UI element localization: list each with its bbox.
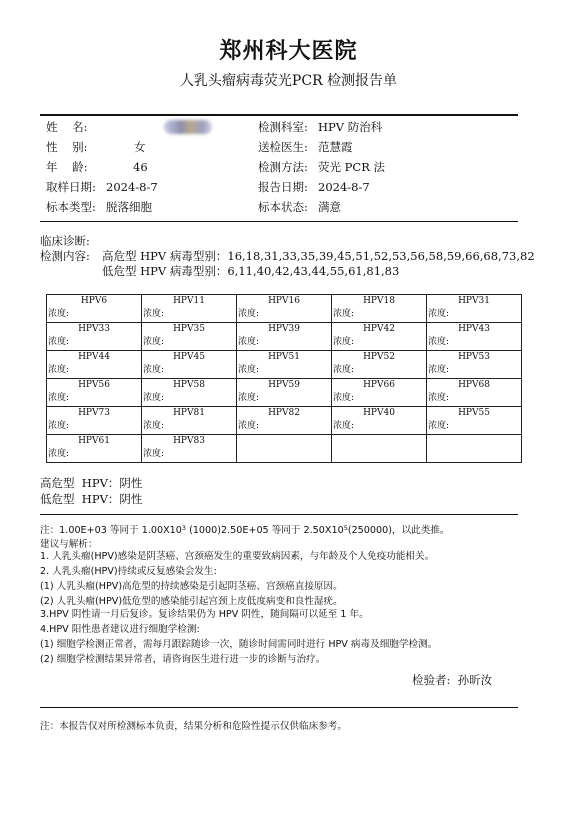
concentration-label: 浓度:	[238, 421, 260, 431]
hpv-type-label: HPV40	[363, 408, 395, 418]
hpv-type-label: HPV56	[78, 380, 110, 390]
high-risk-result: 高危型 HPV：阴性	[40, 476, 143, 490]
concentration-label: 浓度:	[333, 337, 355, 347]
hpv-cell	[47, 351, 142, 379]
hpv-type-label: HPV6	[80, 296, 108, 306]
advice-line: 1. 人乳头瘤(HPV)感染是阴茎癌、宫颈癌发生的重要致病因素，与年龄及个人免疫功能相关。	[40, 551, 435, 562]
report-title: 人乳头瘤病毒荧光PCR 检测报告单	[179, 73, 398, 89]
hpv-cell	[237, 323, 332, 351]
hpv-type-label: HPV45	[173, 352, 205, 362]
concentration-label: 浓度:	[333, 421, 355, 431]
concentration-label: 浓度:	[48, 337, 70, 347]
hpv-type-label: HPV59	[268, 380, 300, 390]
sample-type-value: 脱落细胞	[106, 200, 152, 214]
concentration-label: 浓度:	[48, 393, 70, 403]
info-row-age	[46, 157, 516, 177]
hpv-cell	[142, 351, 237, 379]
info-row-sex	[46, 137, 516, 157]
hpv-table-row	[47, 323, 522, 351]
concentration-label: 浓度:	[48, 309, 70, 319]
clinical-diagnosis-label: 临床诊断:	[40, 234, 90, 248]
hpv-type-label: HPV43	[458, 324, 490, 334]
low-risk-types: 低危型 HPV 病毒型别：6,11,40,42,43,44,55,61,81,83	[102, 264, 400, 278]
concentration-label: 浓度:	[143, 337, 165, 347]
hpv-cell	[332, 407, 427, 435]
concentration-label: 浓度:	[143, 449, 165, 459]
name-label: 姓 名:	[46, 120, 88, 134]
sex-value: 女	[134, 140, 146, 154]
hpv-type-label: HPV82	[268, 408, 300, 418]
hpv-type-table	[46, 294, 522, 463]
method-value: 荧光 PCR 法	[318, 160, 386, 174]
hpv-cell	[332, 379, 427, 407]
info-divider	[40, 221, 518, 222]
hpv-type-label: HPV68	[458, 380, 490, 390]
concentration-label: 浓度:	[333, 365, 355, 375]
hpv-table-row	[47, 435, 522, 463]
concentration-label: 浓度:	[428, 365, 450, 375]
hpv-cell	[47, 407, 142, 435]
concentration-label: 浓度:	[428, 393, 450, 403]
hpv-cell	[142, 407, 237, 435]
hpv-cell	[332, 295, 427, 323]
hpv-type-label: HPV51	[268, 352, 300, 362]
advice-line: (1) 细胞学检测正常者，需每月跟踪随诊一次，随诊时间需同时进行 HPV 病毒及细胞学检测。	[40, 639, 438, 650]
concentration-label: 浓度:	[143, 365, 165, 375]
sample-date-label: 取样日期:	[46, 180, 96, 194]
hpv-cell	[47, 295, 142, 323]
advice-line: (2) 细胞学检测结果异常者，请咨询医生进行进一步的诊断与治疗。	[40, 654, 326, 665]
sample-state-label: 标本状态:	[258, 200, 308, 214]
hpv-table-row	[47, 379, 522, 407]
advice-line: 4.HPV 阳性患者建议进行细胞学检测:	[40, 624, 200, 635]
hpv-type-label: HPV39	[268, 324, 300, 334]
footer-divider	[40, 707, 518, 708]
sample-state-value: 满意	[318, 200, 341, 214]
concentration-label: 浓度:	[48, 421, 70, 431]
advice-line: (1) 人乳头瘤(HPV)高危型的持续感染是引起阴茎癌、宫颈癌直接原因。	[40, 581, 343, 592]
report-date-label: 报告日期:	[258, 180, 308, 194]
hpv-type-label: HPV52	[363, 352, 395, 362]
hpv-cell	[142, 295, 237, 323]
hpv-cell	[47, 379, 142, 407]
hpv-cell	[142, 323, 237, 351]
dept-label: 检测科室:	[258, 120, 308, 134]
concentration-label: 浓度:	[238, 365, 260, 375]
hpv-cell	[237, 351, 332, 379]
hpv-type-label: HPV18	[363, 296, 395, 306]
concentration-label: 浓度:	[333, 309, 355, 319]
hpv-cell	[237, 435, 332, 463]
hpv-cell	[237, 407, 332, 435]
examiner-signature: 检验者: 孙昕汝	[412, 673, 493, 687]
hpv-cell	[47, 435, 142, 463]
sample-type-label: 标本类型:	[46, 200, 96, 214]
doctor-label: 送检医生:	[258, 140, 308, 154]
hpv-table-row	[47, 407, 522, 435]
hospital-name: 郑州科大医院	[219, 39, 358, 64]
advice-line: 3.HPV 阴性请一月后复诊。复诊结果仍为 HPV 阴性，随间隔可以延至 1 年。	[40, 609, 369, 620]
hpv-type-label: HPV44	[78, 352, 110, 362]
hpv-cell	[427, 379, 522, 407]
unit-note-suffix: (250000)，以此类推。	[347, 525, 450, 536]
hpv-type-label: HPV35	[173, 324, 205, 334]
hpv-type-label: HPV33	[78, 324, 110, 334]
unit-note	[40, 521, 450, 538]
hpv-cell	[237, 379, 332, 407]
hpv-type-label: HPV16	[268, 296, 300, 306]
hpv-cell	[427, 435, 522, 463]
concentration-label: 浓度:	[143, 421, 165, 431]
concentration-label: 浓度:	[143, 309, 165, 319]
concentration-label: 浓度:	[333, 393, 355, 403]
hpv-type-label: HPV83	[173, 436, 205, 446]
concentration-label: 浓度:	[428, 337, 450, 347]
result-divider	[40, 514, 518, 515]
hpv-type-label: HPV55	[458, 408, 490, 418]
hpv-type-label: HPV31	[458, 296, 490, 306]
hpv-type-label: HPV61	[78, 436, 110, 446]
high-risk-types: 高危型 HPV 病毒型别：16,18,31,33,35,39,45,51,52,53,56,58,59,66,68,73,82	[102, 249, 535, 263]
hpv-cell	[142, 435, 237, 463]
hpv-cell	[142, 379, 237, 407]
hpv-type-label: HPV42	[363, 324, 395, 334]
hpv-cell	[427, 351, 522, 379]
hpv-type-label: HPV73	[78, 408, 110, 418]
advice-title: 建议与解析：	[40, 539, 98, 550]
test-content-label: 检测内容:	[40, 249, 90, 263]
hpv-cell	[427, 295, 522, 323]
hpv-type-label: HPV58	[173, 380, 205, 390]
method-label: 检测方法:	[258, 160, 308, 174]
advice-line: 2. 人乳头瘤(HPV)持续或反复感染会发生:	[40, 566, 217, 577]
hpv-cell	[332, 351, 427, 379]
sex-label: 性 别:	[46, 140, 88, 154]
redacted-name	[164, 120, 212, 134]
sample-date-value: 2024-8-7	[106, 180, 158, 194]
age-value: 46	[133, 160, 148, 174]
unit-note-exp2: 5	[343, 524, 348, 532]
concentration-label: 浓度:	[48, 365, 70, 375]
hpv-cell	[237, 295, 332, 323]
concentration-label: 浓度:	[428, 309, 450, 319]
unit-note-prefix: 注：1.00E+03 等同于 1.00X10	[40, 525, 182, 536]
concentration-label: 浓度:	[143, 393, 165, 403]
hpv-cell	[332, 435, 427, 463]
hpv-cell	[332, 323, 427, 351]
doctor-value: 范慧霞	[318, 140, 353, 154]
top-divider	[40, 114, 518, 116]
info-row-name	[46, 117, 516, 137]
concentration-label: 浓度:	[238, 393, 260, 403]
report-date-value: 2024-8-7	[318, 180, 370, 194]
hpv-type-label: HPV11	[173, 296, 205, 306]
hpv-type-label: HPV53	[458, 352, 490, 362]
unit-note-exp1: 3	[181, 524, 187, 532]
hpv-cell	[47, 323, 142, 351]
hpv-cell	[427, 323, 522, 351]
disclaimer: 注：本报告仅对所检测标本负责，结果分析和危险性提示仅供临床参考。	[40, 721, 347, 732]
hpv-table-row	[47, 351, 522, 379]
concentration-label: 浓度:	[428, 421, 450, 431]
hpv-type-label: HPV66	[363, 380, 395, 390]
concentration-label: 浓度:	[238, 337, 260, 347]
age-label: 年 龄:	[46, 160, 88, 174]
hpv-table-row	[47, 295, 522, 323]
advice-line: (2) 人乳头瘤(HPV)低危型的感染能引起宫颈上皮低度病变和良性湿疣。	[40, 596, 343, 607]
hpv-type-label: HPV81	[173, 408, 205, 418]
dept-value: HPV 防治科	[318, 120, 383, 134]
hpv-cell	[427, 407, 522, 435]
unit-note-mid: (1000)2.50E+05 等同于 2.50X10	[186, 525, 344, 536]
concentration-label: 浓度:	[48, 449, 70, 459]
info-row-sample-type	[46, 197, 516, 217]
info-row-sample-date	[46, 177, 516, 197]
low-risk-result: 低危型 HPV：阴性	[40, 492, 143, 506]
concentration-label: 浓度:	[238, 309, 260, 319]
